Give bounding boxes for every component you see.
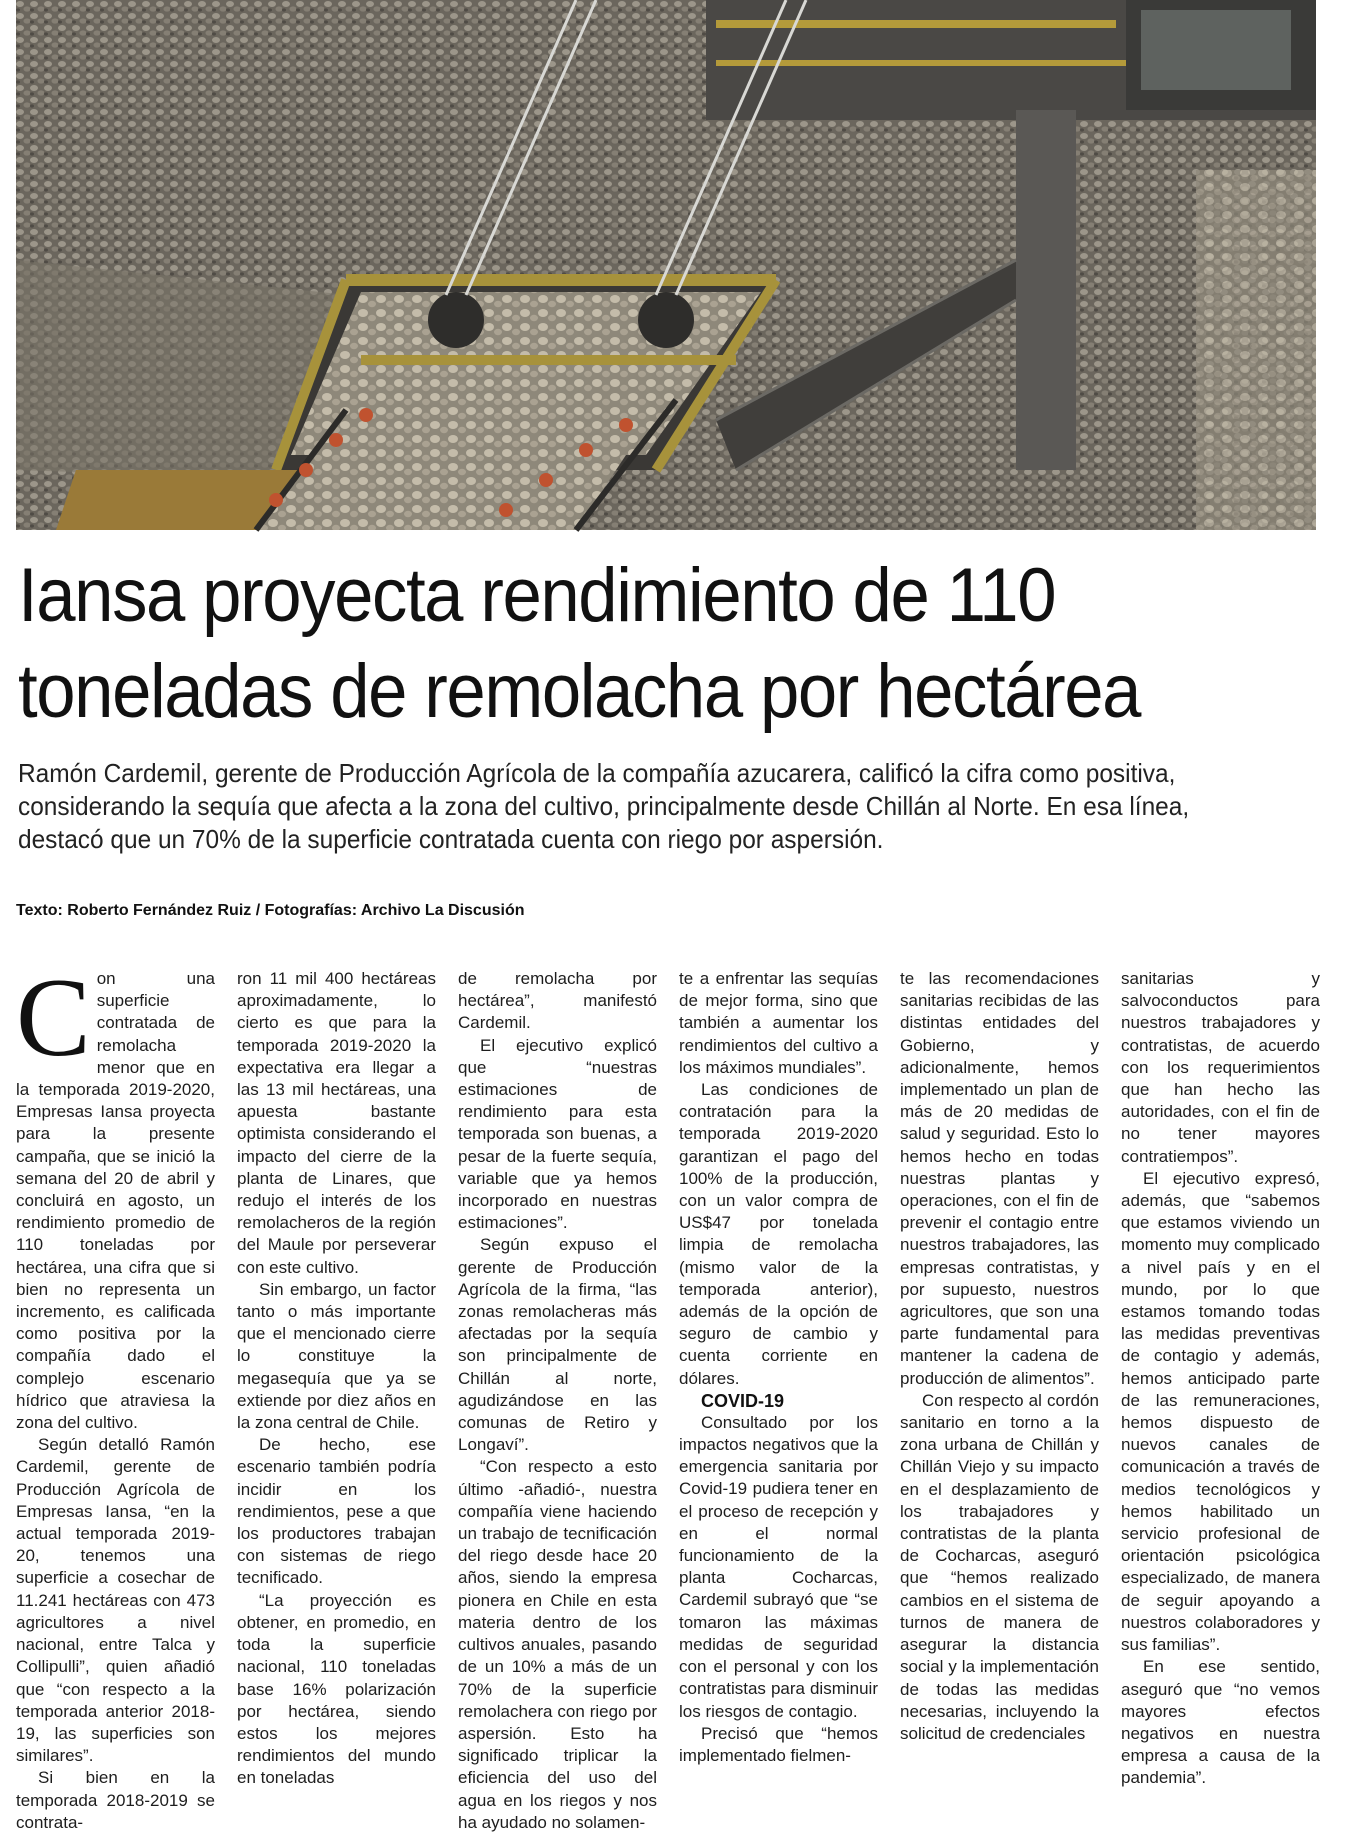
paragraph: Consultado por los impactos negativos que la emergencia sanitaria por Covid-19 pudiera tener en el proceso de recepción y en el normal funcionamiento de la planta Cocharcas, Cardemil subrayó que “se tomaron las máximas medidas de seguridad con el personal y con los contratistas para disminuir los riesgos de contagio. [679, 1412, 878, 1721]
body-column-5 [900, 968, 1099, 1834]
paragraph: te a enfrentar las sequías de mejor forma, sino que también a aumentar los rendimientos del cultivo a los máximos mundiales”. [679, 969, 878, 1077]
section-subhead: COVID-19 [701, 1390, 785, 1411]
paragraph: Si bien en la temporada 2018-2019 se contrata- [16, 1768, 215, 1832]
article-credits: Texto: Roberto Fernández Ruiz / Fotografías: Archivo La Discusión [16, 902, 525, 919]
body-column-6 [1121, 968, 1320, 1834]
drop-cap: C [16, 956, 91, 1080]
paragraph: Según detalló Ramón Cardemil, gerente de Producción Agrícola de Empresas Iansa, “en la actual temporada 2019-20, tenemos una superficie a cosechar de 11.241 hectáreas con 473 agricultores a nivel nacional, entre Talca y Collipulli”, quien añadió que “con respecto a la temporada anterior 2018-19, las superficies son similares”. [16, 1435, 215, 1766]
paragraph: Según expuso el gerente de Producción Agrícola de la firma, “las zonas remolacheras más afectadas por la sequía son principalmente de Chillán al norte, agudizándose en las comunas de Retiro y Longaví”. [458, 1235, 657, 1455]
paragraph: te las recomendaciones sanitarias recibidas de las distintas entidades del Gobierno, y adicionalmente, hemos implementado un plan de más de 20 medidas de salud y seguridad. Esto lo hemos hecho en todas nuestras plantas y operaciones, con el fin de prevenir el contagio entre nuestros trabajadores, las empresas contratistas, y por supuesto, nuestros agricultores, que son una parte fundamental para mantener la cadena de producción de alimentos”. [900, 969, 1099, 1388]
paragraph: de remolacha por hectárea”, manifestó Cardemil. [458, 969, 657, 1033]
paragraph: on una superficie contratada de remolacha menor que en la temporada 2019-2020, Empresas Iansa proyecta para la presente campaña, que se inició la semana del 20 de abril y concluirá en agosto, un rendimiento promedio de 110 toneladas por hectárea, una cifra que si bien no representa un incremento, es calificada como positiva por la compañía dado el complejo escenario hídrico que atraviesa la zona del cultivo. [16, 969, 215, 1433]
paragraph: “Con respecto a esto último -añadió-, nuestra compañía viene haciendo un trabajo de tecnificación del riego desde hace 20 años, siendo la empresa pionera en Chile en esta materia dentro de los cultivos anuales, pasando de un 10% a más de un 70% de la superficie remolachera con riego por aspersión. Esto ha significado triplicar la eficiencia del uso del agua en los riegos y nos ha ayudado no solamen- [458, 1457, 657, 1832]
paragraph: Las condiciones de contratación para la temporada 2019-2020 garantizan el pago del 100% de la producción, con un valor compra de US$47 por tonelada limpia de remolacha (mismo valor de la temporada anterior), además de la opción de seguro de cambio y cuenta corriente en dólares. [679, 1080, 878, 1388]
paragraph: “La proyección es obtener, en promedio, en toda la superficie nacional, 110 toneladas base 16% polarización por hectárea, siendo estos los mejores rendimientos del mundo en toneladas [237, 1590, 436, 1788]
paragraph: El ejecutivo expresó, además, que “sabemos que estamos viviendo un momento muy complicado a nivel país y en el mundo, por lo que estamos tomando todas las medidas preventivas de contagio y además, hemos anticipado parte de las remuneraciones, hemos dispuesto de nuevos canales de comunicación a través de medios tecnológicos y hemos habilitado un servicio profesional de orientación psicológica especializado, de manera de seguir apoyando a nuestros colaboradores y sus familias”. [1121, 1168, 1320, 1655]
article-deck: Ramón Cardemil, gerente de Producción Agrícola de la compañía azucarera, calificó la cifra como positiva, considerando la sequía que afecta a la zona del cultivo, principalmente desde Chillán al Norte. En esa línea, destacó que un 70% de la superficie contratada cuenta con riego por aspersión. [18, 758, 1190, 854]
sugar-beet-conveyor-photo-icon [16, 0, 1316, 530]
paragraph: Precisó que “hemos implementado fielmen- [679, 1723, 878, 1765]
article-headline: Iansa proyecta rendimiento de 110 toneladas de remolacha por hectárea [18, 553, 1141, 734]
body-column-2 [237, 968, 436, 1834]
article-body [16, 956, 1320, 1832]
body-column-3 [458, 968, 657, 1834]
article-photo [16, 0, 1316, 530]
body-column-4 [679, 968, 878, 1834]
paragraph: Sin embargo, un factor tanto o más importante que el mencionado cierre lo constituye la megasequía que ya se extiende por diez años en la zona central de Chile. [237, 1279, 436, 1433]
paragraph: En ese sentido, aseguró que “no vemos mayores efectos negativos en nuestra empresa a causa de la pandemia”. [1121, 1657, 1320, 1788]
paragraph: Con respecto al cordón sanitario en torno a la zona urbana de Chillán y Chillán Viejo y su impacto en el desplazamiento de los trabajadores y contratistas de la planta de Cocharcas, aseguró que “hemos realizado cambios en el sistema de turnos de manera de asegurar la distancia social y la implementación de todas las medidas necesarias, incluyendo la solicitud de credenciales [900, 1390, 1099, 1743]
paragraph: De hecho, ese escenario también podría incidir en los rendimientos, pese a que los productores trabajan con sistemas de riego tecnificado. [237, 1435, 436, 1588]
paragraph: sanitarias y salvoconductos para nuestros trabajadores y contratistas, de acuerdo con los requerimientos que han hecho las autoridades, con el fin de no tener mayores contratiempos”. [1121, 969, 1320, 1166]
paragraph: El ejecutivo explicó que “nuestras estimaciones de rendimiento para esta temporada son buenas, a pesar de la fuerte sequía, variable que ya hemos incorporado en nuestras estimaciones”. [458, 1035, 657, 1233]
body-column-1 [16, 956, 215, 1834]
paragraph: ron 11 mil 400 hectáreas aproximadamente, lo cierto es que para la temporada 2019-2020 la expectativa era llegar a las 13 mil hectáreas, una apuesta bastante optimista considerando el impacto del cierre de la planta de Linares, que redujo el interés de los remolacheros de la región del Maule por perseverar con este cultivo. [237, 969, 436, 1277]
